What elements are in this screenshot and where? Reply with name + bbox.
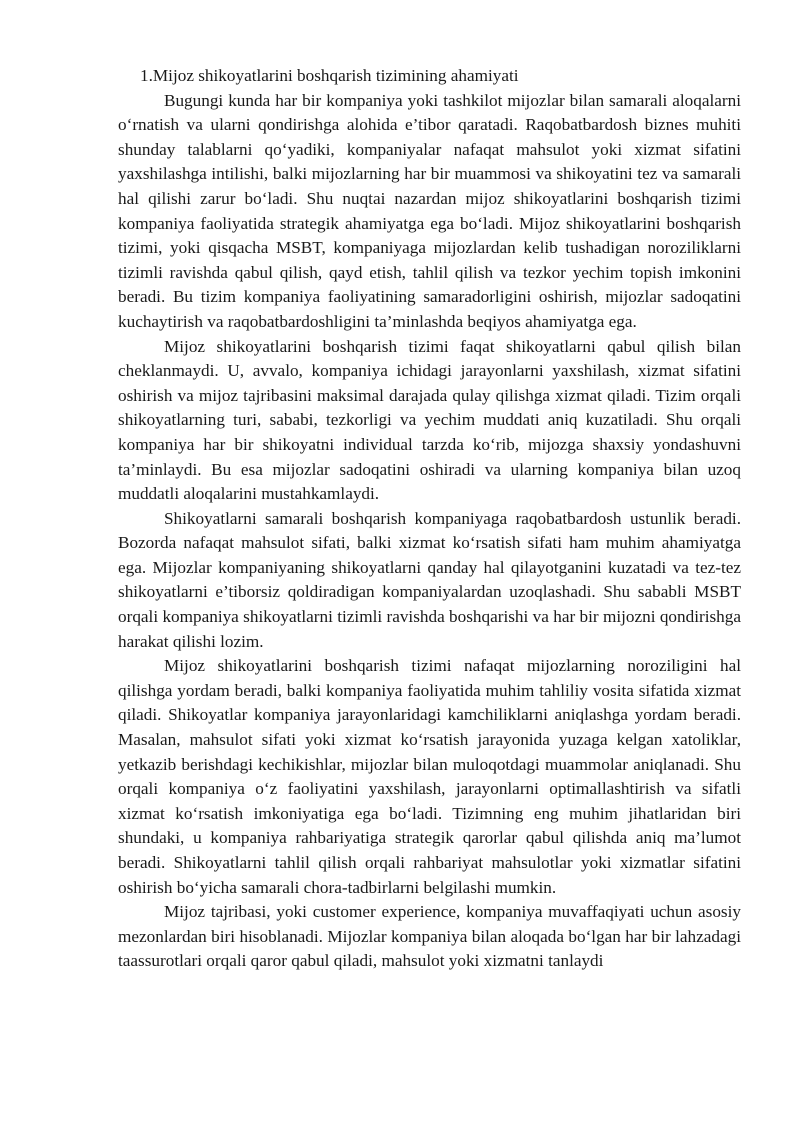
section-heading: 1.Mijoz shikoyatlarini boshqarish tizimining ahamiyati (140, 66, 519, 85)
paragraph-1: Bugungi kunda har bir kompaniya yoki tashkilot mijozlar bilan samarali aloqalarni o‘rnatish va ularni qondirishga alohida e’tibor qaratadi. Raqobatbardosh biznes muhiti shunday talablarni qo‘yadiki, kompaniyalar nafaqat mahsulot yoki xizmat sifatini yaxshilashga intilishi, balki mijozlarning har bir muammosi va shikoyatini tez va samarali hal qilishi zarur bo‘ladi. Shu nuqtai nazardan mijoz shikoyatlarini boshqarish tizimi kompaniya faoliyatida strategik ahamiyatga ega bo‘ladi. Mijoz shikoyatlarini boshqarish tizimi, yoki qisqacha MSBT, kompaniyaga mijozlardan kelib tushadigan noroziliklarni tizimli ravishda qabul qilish, qayd etish, tahlil qilish va tezkor yechim topish imkonini beradi. Bu tizim kompaniya faoliyatining samaradorligini oshirish, mijozlar sadoqatini kuchaytirish va raqobatbardoshligini ta’minlashda beqiyos ahamiyatga ega. (118, 90, 741, 331)
paragraph-2: Mijoz shikoyatlarini boshqarish tizimi faqat shikoyatlarni qabul qilish bilan cheklanmaydi. U, avvalo, kompaniya ichidagi jarayonlarni yaxshilash, xizmat sifatini oshirish va mijoz tajribasini maksimal darajada qulay qilishga xizmat qiladi. Tizim orqali shikoyatlarning turi, sababi, tezkorligi va yechim muddati aniq kuzatiladi. Shu orqali kompaniya har bir shikoyatni individual tarzda ko‘rib, mijozga shaxsiy yondashuvni ta’minlaydi. Bu esa mijozlar sadoqatini oshiradi va ularning kompaniya bilan uzoq muddatli aloqalarini mustahkamlaydi. (118, 336, 741, 504)
paragraph-3: Shikoyatlarni samarali boshqarish kompaniyaga raqobatbardosh ustunlik beradi. Bozorda nafaqat mahsulot sifati, balki xizmat ko‘rsatish sifati ham muhim ahamiyatga ega. Mijozlar kompaniyaning shikoyatlarni qanday hal qilayotganini kuzatadi va tez-tez shikoyatlarni e’tiborsiz qoldiradigan kompaniyalardan uzoqlashadi. Shu sababli MSBT orqali kompaniya shikoyatlarni tizimli ravishda boshqarishi va har bir mijozni qondirishga harakat qilishi lozim. (118, 508, 741, 651)
paragraph-5: Mijoz tajribasi, yoki customer experience, kompaniya muvaffaqiyati uchun asosiy mezonlardan biri hisoblanadi. Mijozlar kompaniya bilan aloqada bo‘lgan har bir lahzadagi taassurotlari orqali qaror qabul qiladi, mahsulot yoki xizmatni tanlaydi (118, 902, 741, 971)
document-page (118, 64, 741, 974)
paragraph-4: Mijoz shikoyatlarini boshqarish tizimi nafaqat mijozlarning noroziligini hal qilishga yordam beradi, balki kompaniya faoliyatida muhim tahliliy vosita sifatida xizmat qiladi. Shikoyatlar kompaniya jarayonlaridagi kamchiliklarni aniqlashga yordam beradi. Masalan, mahsulot sifati yoki xizmat ko‘rsatish jarayonida yuzaga kelgan xatoliklar, yetkazib berishdagi kechikishlar, mijozlar bilan muloqotdagi muammolar aniqlanadi. Shu orqali kompaniya o‘z faoliyatini yaxshilash, jarayonlarni optimallashtirish va sifatli xizmat ko‘rsatish imkoniyatiga ega bo‘ladi. Tizimning eng muhim jihatlaridan biri shundaki, u kompaniya rahbariyatiga strategik qarorlar qabul qilishda aniq ma’lumot beradi. Shikoyatlarni tahlil qilish orqali rahbariyat mahsulotlar yoki xizmatlar sifatini oshirish bo‘yicha samarali chora-tadbirlarni belgilashi mumkin. (118, 656, 741, 897)
